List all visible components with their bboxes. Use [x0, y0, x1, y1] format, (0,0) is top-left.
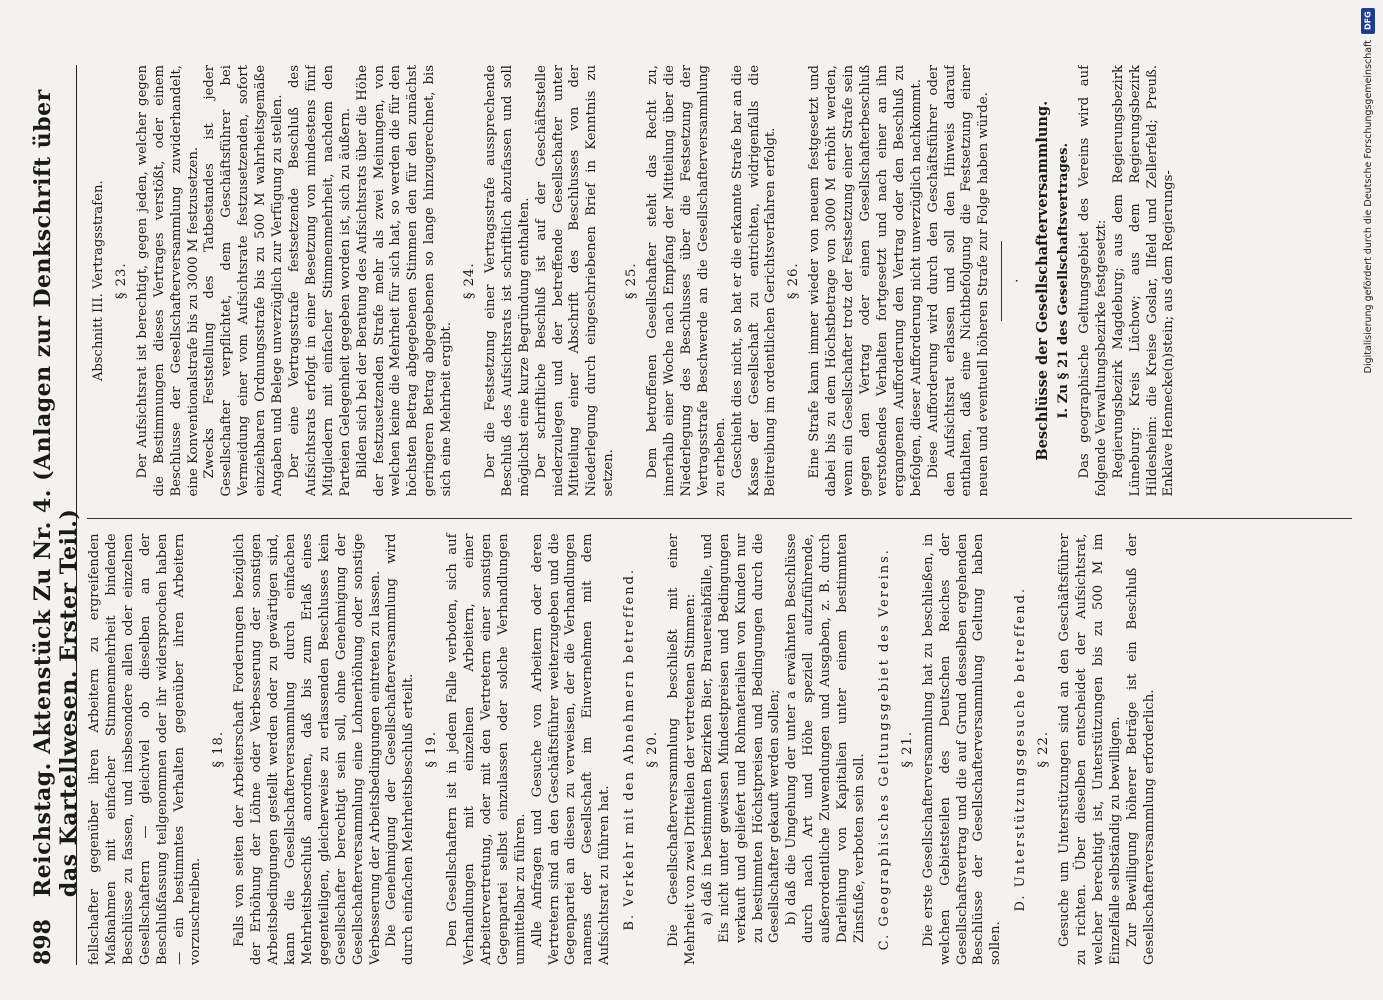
paragraph: Geschieht dies nicht, so hat er die erkannte Strafe bar an die Kasse der Gesellschaft zu entrichten, widrigenfalls die Beitreibung im ordentlichen Gerichtsverfahren erfolgt. — [729, 65, 779, 497]
left-column — [87, 519, 1352, 966]
section-heading: C. Geographisches Geltungsgebiet des Vereins. — [876, 548, 892, 951]
paragraph: Eine Strafe kann immer wieder von neuem festgesetzt und dabei bis zu dem Höchstbetrage von 3000 M erhöht werden, wenn ein Gesellschafter trotz der Festsetzung einer Strafe sein gegen den Vertrag oder einen Gesellschafterbeschluß verstoßendes Verhalten fortgesetzt und nach einer an ihn ergangenen Aufforderung den Vertrag oder den Beschluß zu befolgen, dieser Aufforderung nicht unverzüglich nachkommt. — [807, 65, 924, 497]
list-item: a) daß in bestimmten Bezirken Bier, Brauereiabfälle, und Eis nicht unter gewissen Mindestpreisen und Bedingungen verkauft und geliefert und Rohmaterialien von Kunden nur zu bestimmten Höchstpreisen und Bedingungen durch die Gesellschafter gekauft werden sollen; — [699, 533, 783, 943]
paragraph-heading: § 22. — [1036, 730, 1052, 768]
paragraph-heading: § 19. — [424, 730, 440, 768]
paragraph: Diese Aufforderung wird durch den Geschäftsführer oder den Aufsichtsrat erlassen und soll den Hinweis darauf enthalten, daß eine Nichtbefolgung die Festsetzung einer neuen und eventuell höheren Strafe zur Folge haben würde. — [925, 65, 992, 497]
funding-note — [1359, 8, 1377, 998]
paragraph: Dem betroffenen Gesellschafter steht das Recht zu, innerhalb einer Woche nach Empfang der Mitteilung über die Niederlegung des Beschlusses über die Festsetzung der Vertragsstrafe Beschwerde an die Gesellschafterversammlung zu erheben. — [645, 65, 728, 497]
paragraph: Falls von seiten der Arbeiterschaft Forderungen bezüglich der Erhöhung der Löhne oder Verbesserung der sonstigen Arbeitsbedingungen gestellt werden oder zu gewärtigen sind, kann die Gesellschafterversammlung durch einfachen Mehrheitsbeschluß anordnen, daß bis zum Erlaß eines gegenteiligen, gleicherweise zu erlassenden Beschlusses kein Gesellschafter berechtigt sein soll, ohne Genehmigung der Gesellschafterversammlung eine Lohnerhöhung oder sonstige Verbesserung der Arbeitsbedingungen eintreten zu lassen. — [232, 533, 383, 965]
paragraph: Der eine Vertragsstrafe festsetzende Beschluß des Aufsichtsrats erfolgt in einer Besetzung von mindestens fünf Mitgliedern mit einfacher Stimmenmehrheit, nachdem den Parteien Gelegenheit gegeben worden ist, sich zu äußern. — [286, 65, 353, 497]
funding-text: Digitalisierung gefördert durch die Deutsche Forschungsgemeinschaft — [1362, 40, 1374, 374]
text-columns — [87, 65, 1352, 965]
subsection-heading-text: I. Zu § 21 des Gesellschaftsvertrages. — [1056, 142, 1072, 419]
paragraph: Den Gesellschaftern ist in jedem Falle verboten, sich auf Verhandlungen mit einzelnen Arbeitern, einer Arbeitervertretung, oder mit den Vertretern einer sonstigen Gegenpartei selbst einzulassen oder solche Verhandlungen unmittelbar zu führen. — [445, 533, 528, 965]
paragraph: Zwecks Feststellung des Tatbestandes ist jeder Gesellschafter verpflichtet, dem Geschäftsführer bei Vermeidung einer vom Aufsichtsrate festzusetzenden, sofort einziehbaren Ordnungsstrafe bis zu 500 M wahrheitsgemäße Angaben und Belege unverzüglich zur Verfügung zu stellen. — [202, 65, 286, 497]
paragraph-heading: § 20. — [645, 730, 661, 768]
paragraph: Gesuche um Unterstützungen sind an den Geschäftsführer zu richten. Über dieselben entscheidet der Aufsichtsrat, welcher berechtigt ist, Unterstützungen bis zu 500 M im Einzelfalle selbständig zu bewilligen. — [1057, 533, 1123, 965]
paragraph-heading: § 18. — [211, 730, 227, 768]
rotated-document-page — [30, 55, 1370, 975]
section-heading: D. Unterstützungsgesuche betreffend. — [1013, 586, 1029, 912]
paragraph: Die Genehmigung der Gesellschafterversammlung wird durch einfachen Mehrheitsbeschluß erteilt. — [384, 533, 417, 965]
page-header — [30, 65, 82, 965]
right-column — [87, 65, 1352, 497]
paragraph-heading: § 25. — [624, 262, 640, 300]
paragraph: Der Aufsichtsrat ist berechtigt, gegen jeden, welcher gegen die Bestimmungen dieses Vertrages verstößt, oder einem Beschlusse der Gesellschafterversammlung zuwiderhandelt, eine Konventionalstrafe bis zu 3000 M festzusetzen. — [134, 65, 201, 497]
paragraph-heading: § 21. — [899, 730, 915, 768]
paragraph-heading: § 23. — [113, 262, 129, 300]
paragraph: Die Gesellschafterversammlung beschließt mit einer Mehrheit von zwei Dritteilen der vertretenen Stimmen: — [666, 533, 698, 965]
paragraph-heading: § 26. — [786, 262, 802, 300]
section-heading: B. Verkehr mit den Abnehmern betreffend. — [622, 567, 638, 931]
paragraph: Die erste Gesellschafterversammlung hat zu beschließen, in welchen Gebietsteilen des Deutschen Reiches der Gesellschaftsvertrag und die auf Grund desselben ergehenden Beschlüsse der Gesellschafterversammlung Geltung haben sollen. — [920, 533, 1004, 965]
paragraph-heading: § 24. — [462, 262, 478, 300]
page-title: Reichstag. Aktenstück Zu Nr. 4. (Anlagen zur Denkschrift über das Kartellwesen. Erster Teil.) — [30, 89, 82, 898]
paragraph: Zur Bewilligung höherer Beträge ist ein Beschluß der Gesellschafterversammlung erforderlich. — [1124, 533, 1157, 965]
paragraph: Bilden sich bei der Beratung des Aufsichtsrats über die Höhe der festzusetzenden Strafe mehr als zwei Meinungen, von welchen keine die Mehrheit für sich hat, so werden die für den höchsten Betrag abgegebenen Stimmen den für den zunächst geringeren Betrag abgegebenen so lange hinzugerechnet, bis sich eine Mehrheit ergibt. — [354, 65, 455, 497]
paragraph: Der schriftliche Beschluß ist auf der Geschäftsstelle niederzulegen und der betreffende Gesellschafter unter Mitteilung einer Abschrift des Beschlusses von der Niederlegung durch eingeschriebenen Brief in Kenntnis zu setzen. — [533, 65, 617, 497]
dfg-logo-icon: DFG — [1361, 8, 1375, 34]
divider — [1001, 241, 1002, 321]
list-item: b) daß die Umgehung der unter a erwähnten Beschlüsse durch nach Art und Höhe speziell aufzuführende, außerordentliche Zuwendungen und Ausgaben, z. B. durch Darleihung von Kapitalien unter einem bestimmten Zinsfuße, verboten sein soll. — [784, 533, 867, 943]
paragraph: Regierungsbezirk Magdeburg; aus dem Regierungsbezirk Lüneburg: Kreis Lüchow; aus dem Regierungsbezirk Hildesheim: die Kreise Goslar, Ilfeld und Zellerfeld; Preuß. Enklave Hennecke(n)stein; aus dem Regierungs- — [1110, 65, 1177, 497]
section-heading: Abschnitt III. Vertragsstrafen. — [91, 180, 106, 382]
paragraph: Alle Anfragen und Gesuche von Arbeitern oder deren Vertretern sind an den Geschäftsführer weiterzugeben und die Gegenpartei an diesen zu verweisen, der die Verhandlungen namens der Gesellschaft im Einvernehmen mit dem Aufsichtsrat zu führen hat. — [529, 533, 613, 965]
section-heading: Beschlüsse der Gesellschafterversammlung. — [1034, 100, 1052, 461]
paragraph: Das geographische Geltungsgebiet des Vereins wird auf folgende Verwaltungsbezirke festgesetzt: — [1076, 65, 1109, 497]
paragraph: fellschafter gegenüber ihren Arbeitern zu ergreifenden Maßnahmen mit einfacher Stimmenmehrheit bindende Beschlüsse zu fassen, und insbesondere allen oder einzelnen Gesellschaftern — gleichviel ob dieselben an der Beschlußfassung teilgenommen oder ihr widersprochen haben — ein bestimmtes Verhalten gegenüber ihren Arbeitern vorzuschreiben. — [87, 533, 204, 965]
paragraph: Der die Festsetzung einer Vertragsstrafe aussprechende Beschluß des Aufsichtsrats ist schriftlich abzufassen und soll möglichst eine kurze Begründung enthalten. — [482, 65, 532, 497]
page-number: 898 — [30, 919, 56, 965]
ornament-dot: · — [1010, 278, 1026, 283]
subsection-heading — [1056, 65, 1073, 497]
